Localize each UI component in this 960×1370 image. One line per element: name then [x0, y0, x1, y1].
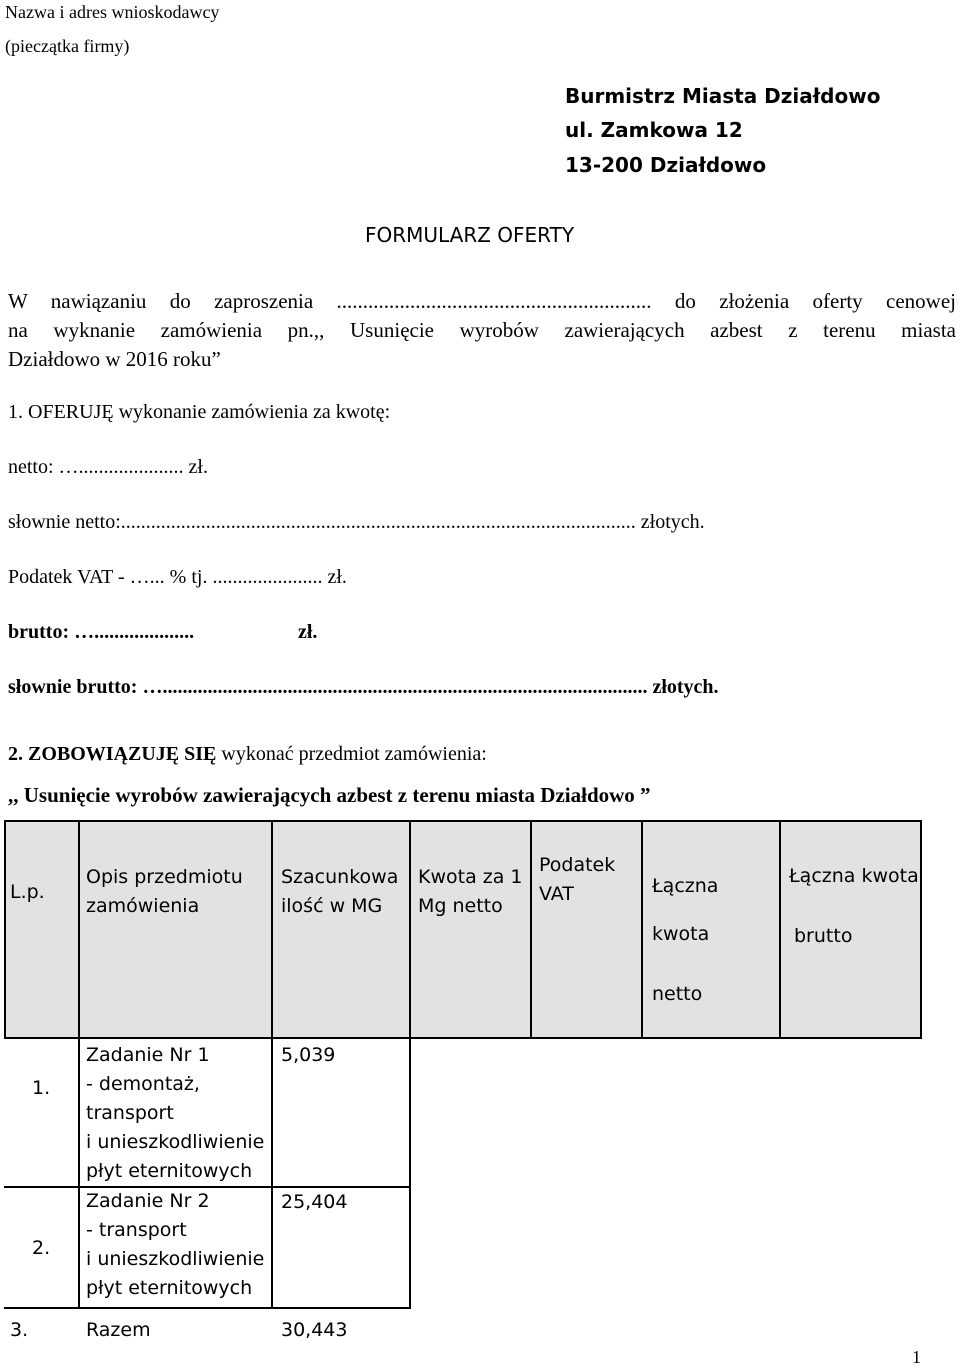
obligation-heading [8, 743, 487, 766]
netto-field: netto: …..................... zł. [8, 456, 208, 478]
table-border [78, 820, 80, 1039]
table-border [4, 1307, 411, 1309]
addressee-line1: Burmistrz Miasta Działdowo [565, 84, 881, 108]
row2-lp: 2. [32, 1237, 51, 1259]
row1-opis-line2: - demontaż, [86, 1073, 200, 1095]
table-border [409, 820, 411, 1039]
header-brutto-line1: Łączna kwota [789, 865, 919, 887]
addressee-line2: ul. Zamkowa 12 [565, 118, 743, 142]
slownie-brutto-field: słownie brutto: …................................................................................................. złotych. [8, 676, 719, 698]
header-lp: L.p. [10, 881, 45, 903]
obligation-heading-bold: 2. ZOBOWIĄZUJĘ SIĘ [8, 743, 217, 765]
table-border [4, 1037, 922, 1039]
row1-lp: 1. [32, 1077, 51, 1099]
header-vat-line1: Podatek [539, 854, 616, 876]
slownie-netto-field: słownie netto:....................................................................................................... złotych. [8, 511, 705, 533]
header-netto-line1: Łączna [652, 875, 719, 897]
table-border [271, 820, 273, 1039]
table-border [271, 1039, 273, 1309]
row1-opis-line5: płyt eternitowych [86, 1160, 253, 1182]
row2-opis-line2: - transport [86, 1219, 187, 1241]
header-kwota-line1: Kwota za 1 [418, 866, 523, 888]
addressee-line3: 13-200 Działdowo [565, 153, 767, 177]
intro-line2: na wyknanie zamówienia pn.,, Usunięcie wyrobów zawierających azbest z terenu miasta [8, 318, 956, 342]
order-subject: ,, Usunięcie wyrobów zawierających azbest z terenu miasta Działdowo ” [8, 783, 651, 807]
table-border [78, 1039, 80, 1309]
total-ilosc: 30,443 [281, 1319, 348, 1341]
intro-line3: Działdowo w 2016 roku” [8, 347, 221, 371]
row2-opis-line4: płyt eternitowych [86, 1277, 253, 1299]
form-title: FORMULARZ OFERTY [365, 223, 575, 247]
intro-line1: W nawiązaniu do zaproszenia ............................................................ do złożenia oferty cenowej [8, 289, 956, 313]
applicant-stamp-label: (pieczątka firmy) [5, 36, 130, 56]
header-brutto-line2: brutto [794, 925, 853, 947]
obligation-heading-rest: wykonać przedmiot zamówienia: [216, 743, 487, 765]
row2-ilosc: 25,404 [281, 1191, 348, 1213]
vat-field: Podatek VAT - …... % tj. ...................... zł. [8, 566, 347, 588]
header-kwota-line2: Mg netto [418, 895, 503, 917]
table-border [4, 820, 6, 1039]
brutto-field: brutto: ….................... [8, 621, 195, 643]
header-opis-line1: Opis przedmiotu [86, 866, 243, 888]
total-label: Razem [86, 1319, 151, 1341]
header-ilosc-line1: Szacunkowa [281, 866, 399, 888]
row1-opis-line1: Zadanie Nr 1 [86, 1044, 210, 1066]
header-netto-line2: kwota [652, 923, 710, 945]
brutto-currency: zł. [298, 621, 318, 643]
offer-heading: 1. OFERUJĘ wykonanie zamówienia za kwotę: [8, 401, 391, 423]
header-netto-line3: netto [652, 983, 703, 1005]
table-border [779, 820, 781, 1039]
header-vat-line2: VAT [539, 883, 574, 905]
total-lp: 3. [10, 1319, 29, 1341]
table-border [4, 820, 922, 822]
row2-opis-line3: i unieszkodliwienie [86, 1248, 265, 1270]
table-border [920, 820, 922, 1039]
row1-opis-line4: i unieszkodliwienie [86, 1131, 265, 1153]
header-opis-line2: zamówienia [86, 895, 200, 917]
row1-opis-line3: transport [86, 1102, 174, 1124]
row1-ilosc: 5,039 [281, 1044, 336, 1066]
page-number: 1 [912, 1347, 921, 1367]
header-ilosc-line2: ilość w MG [281, 895, 383, 917]
row2-opis-line1: Zadanie Nr 2 [86, 1190, 210, 1212]
table-border [641, 820, 643, 1039]
table-border [409, 1039, 411, 1309]
table-header-background [4, 821, 922, 1039]
applicant-name-label: Nazwa i adres wnioskodawcy [5, 2, 220, 22]
table-border [530, 820, 532, 1039]
